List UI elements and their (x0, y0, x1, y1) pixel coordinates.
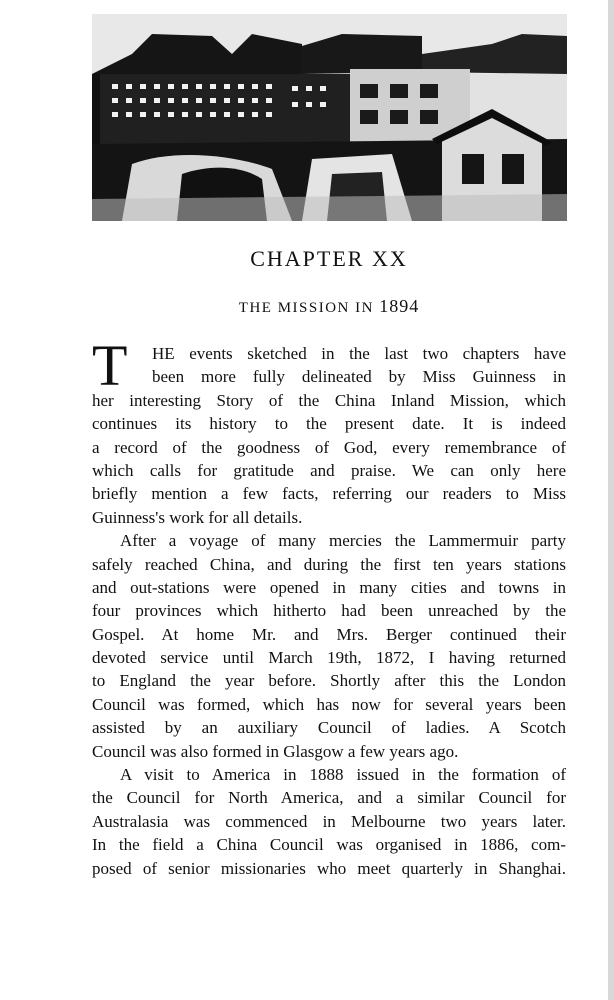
body-text (92, 333, 566, 880)
chapter-heading: CHAPTER XX (250, 246, 408, 271)
text-line: After a voyage of many mercies the Lammermuir party (120, 531, 566, 551)
text-line: to England the year before. Shortly after this the London (92, 671, 566, 691)
text-line: Council was also formed in Glasgow a few years ago. (92, 741, 459, 761)
text-line: Guinness's work for all details. (92, 507, 303, 527)
drop-cap: T (92, 333, 128, 398)
section-heading (0, 296, 614, 317)
text-line: In the field a China Council was organised in 1886, com- (92, 835, 566, 855)
text-line: her interesting Story of the China Inland Mission, which (92, 390, 566, 410)
text-line: a record of the goodness of God, every remembrance of (92, 437, 566, 457)
text-line: HE events sketched in the last two chapters have (152, 344, 566, 363)
text-line: safely reached China, and during the first ten years stations (92, 554, 566, 574)
text-line: Australasia was commenced in Melbourne two years later. (92, 811, 566, 831)
page-edge (608, 0, 614, 1000)
text-line: Council was formed, which has now for several years been (92, 694, 566, 714)
section-title-text: THE MISSION IN (238, 300, 374, 316)
text-line: been more fully delineated by Miss Guinness in (152, 367, 566, 387)
text-line: Gospel. At home Mr. and Mrs. Berger continued their (92, 624, 566, 644)
headpiece-illustration (92, 14, 567, 221)
text-line: posed of senior missionaries who meet quarterly in Shanghai. (92, 858, 566, 878)
text-line: the Council for North America, and a similar Council for (92, 788, 566, 808)
city-wall-engraving (92, 14, 567, 221)
text-line: assisted by an auxiliary Council of ladies. A Scotch (92, 718, 566, 738)
text-line: continues its history to the present date. It is indeed (92, 414, 566, 434)
text-line: and out-stations were opened in many cities and towns in (92, 577, 566, 597)
section-year: 1894 (379, 296, 420, 316)
text-line: devoted service until March 19th, 1872, I having returned (92, 648, 566, 668)
text-line: briefly mention a few facts, referring our readers to Miss (92, 484, 566, 504)
text-line: which calls for gratitude and praise. We can only here (92, 460, 566, 480)
text-line: four provinces which hitherto had been unreached by the (92, 601, 566, 621)
text-line: A visit to America in 1888 issued in the formation of (120, 765, 566, 785)
